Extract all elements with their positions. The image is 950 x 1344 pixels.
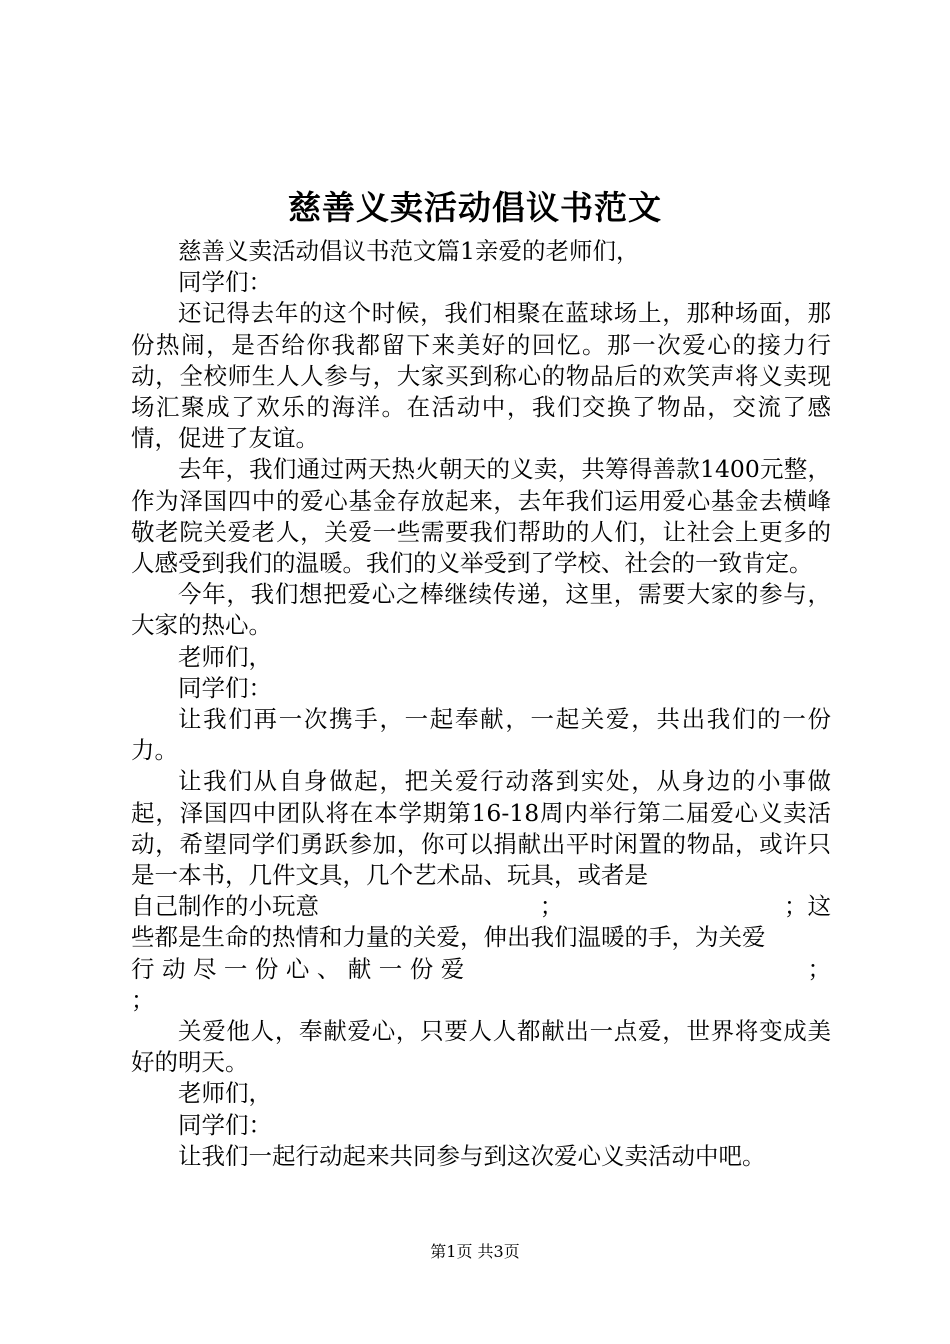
paragraph: 老师们， — [178, 642, 272, 671]
line-text: 行 动 尽 一 份 心 、 献 一 份 爱 — [131, 954, 465, 983]
paragraph: 同学们： — [178, 1110, 272, 1139]
paragraph: 同学们： — [178, 268, 272, 297]
page-number: 第1页 共3页 — [430, 1242, 520, 1261]
line-punctuation: ； — [807, 954, 831, 983]
paragraph: 让我们一起行动起来共同参与到这次爱心义卖活动中吧。 — [178, 1141, 766, 1170]
paragraph: 还记得去年的这个时候，我们相聚在蓝球场上，那种场面，那份热闹，是否给你我都留下来美好的回忆。那一次爱心的接力行动，全校师生人人参与，大家买到称心的物品后的欢笑声将义卖现场汇聚成了欢乐的海洋。在活动中，我们交换了物品，交流了感情，促进了友谊。 — [131, 299, 831, 453]
paragraph: 同学们： — [178, 673, 272, 702]
paragraph-activity: 让我们从自身做起，把关爱行动落到实处，从身边的小事做起，泽国四中团队将在本学期第16-18周内举行第二届爱心义卖活动，希望同学们勇跃参加，你可以捐献出平时闲置的物品，或许只是一本书，几件文具，几个艺术品、玩具，或者是 — [131, 767, 831, 890]
paragraph-line — [131, 954, 831, 985]
paragraph: 让我们再一次携手，一起奉献，一起关爱，共出我们的一份力。 — [131, 705, 831, 765]
paragraph-line: 些都是生命的热情和力量的关爱，伸出我们温暖的手，为关爱 — [131, 923, 766, 952]
paragraph: 今年，我们想把爱心之棒继续传递，这里，需要大家的参与，大家的热心。 — [131, 580, 831, 640]
document-body — [131, 236, 831, 1172]
line-text: ；这 — [784, 892, 831, 921]
paragraph: 老师们， — [178, 1079, 272, 1108]
line-punctuation: ； — [539, 892, 564, 921]
line-text: 自己制作的小玩意 — [131, 892, 319, 921]
paragraph: 去年，我们通过两天热火朝天的义卖，共筹得善款1400元整，作为泽国四中的爱心基金存放起来，去年我们运用爱心基金去横峰敬老院关爱老人，关爱一些需要我们帮助的人们，让社会上更多的人感受到我们的温暖。我们的义举受到了学校、社会的一致肯定。 — [131, 455, 831, 578]
paragraph-line — [131, 891, 831, 922]
paragraph: 慈善义卖活动倡议书范文篇1亲爱的老师们， — [178, 237, 640, 265]
paragraph-line: ； — [131, 985, 155, 1014]
document-title: 慈善义卖活动倡议书范文 — [288, 188, 662, 227]
paragraph: 关爱他人，奉献爱心，只要人人都献出一点爱，世界将变成美好的明天。 — [131, 1017, 831, 1077]
